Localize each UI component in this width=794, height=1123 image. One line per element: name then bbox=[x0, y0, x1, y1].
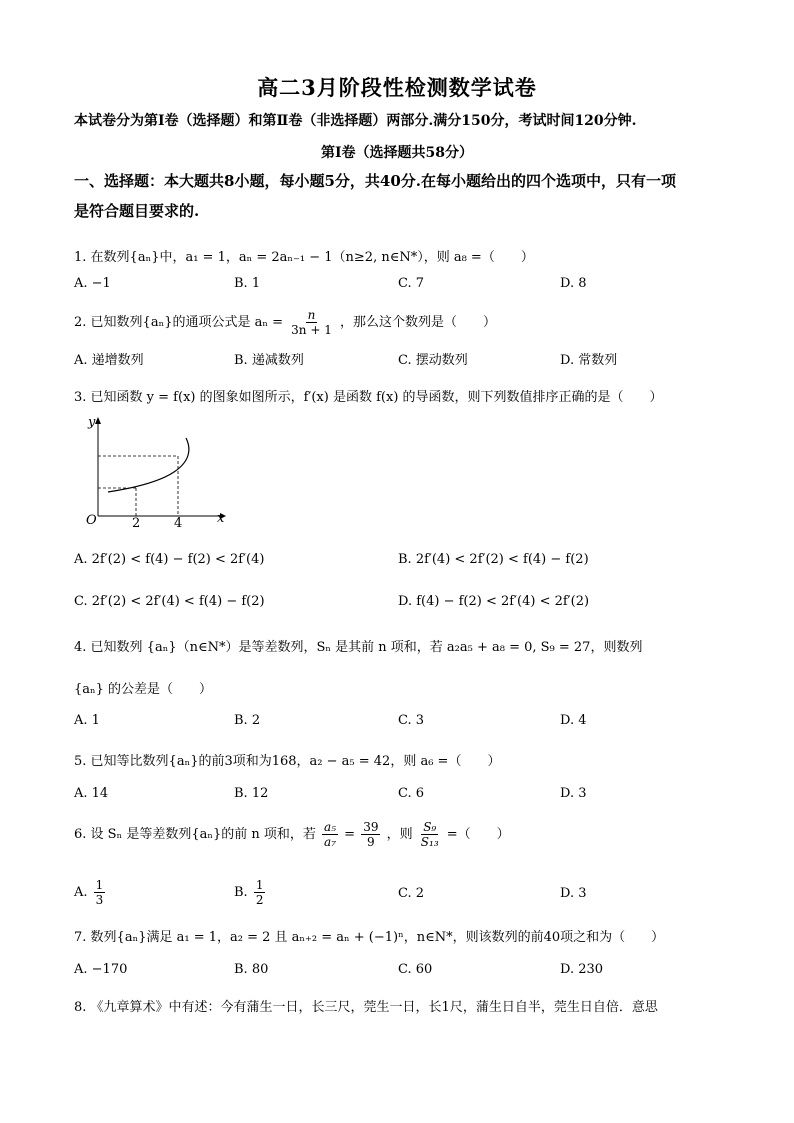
question-number: 2. bbox=[74, 315, 87, 330]
question-5 bbox=[74, 750, 734, 769]
function-graph bbox=[74, 410, 234, 530]
equals-sign: = bbox=[344, 827, 356, 842]
question-7-options bbox=[74, 962, 734, 982]
y-axis-arrow bbox=[95, 417, 101, 424]
question-number: 8. bbox=[74, 1000, 87, 1015]
part-heading: 第Ⅰ卷（选择题共58分） bbox=[320, 145, 474, 161]
question-5-options bbox=[74, 786, 734, 806]
question-number: 3. bbox=[74, 390, 87, 405]
fraction-numerator: S₉ bbox=[423, 820, 437, 834]
option-c: C. 7 bbox=[398, 276, 425, 291]
question-number: 4. bbox=[74, 640, 87, 655]
question-text: 《九章算术》中有述：今有蒲生一日，长三尺，莞生一日，长1尺，蒲生日自半，莞生日自倍．意思 bbox=[90, 1000, 658, 1015]
option-d: D. 常数列 bbox=[560, 353, 618, 368]
question-number: 5. bbox=[74, 754, 87, 769]
option-letter: A. bbox=[74, 885, 88, 900]
question-6-options bbox=[74, 878, 734, 908]
option-c: C. 3 bbox=[398, 713, 425, 728]
origin-label: O bbox=[86, 513, 97, 528]
question-text: 数列{aₙ}满足 a₁ = 1，a₂ = 2 且 aₙ₊₂ = aₙ + (−1)ⁿ，n∈N*，则该数列的前40项之和为（ ） bbox=[90, 930, 665, 945]
fraction-numerator: 1 bbox=[255, 878, 264, 892]
fraction-denominator: 9 bbox=[367, 835, 375, 849]
option-c: C. 6 bbox=[398, 786, 425, 801]
question-text: 已知等比数列{aₙ}的前3项和为168，a₂ − a₅ = 42，则 a₆ =（ ） bbox=[90, 754, 501, 769]
section-instruction-line2: 是符合题目要求的. bbox=[74, 202, 200, 220]
option-d: D. f(4) − f(2) < 2f′(4) < 2f′(2) bbox=[398, 594, 590, 609]
question-number: 1. bbox=[74, 250, 87, 265]
question-7 bbox=[74, 926, 734, 945]
option-a-fraction bbox=[94, 878, 106, 907]
question-4-options bbox=[74, 713, 734, 733]
question-text: 设 Sₙ 是等差数列{aₙ}的前 n 项和，若 bbox=[90, 827, 316, 842]
section-instruction-line1: 一、选择题：本大题共8小题，每小题5分，共40分.在每小题给出的四个选项中，只有一项 bbox=[74, 172, 676, 190]
question-2 bbox=[74, 308, 734, 337]
option-a: A. −1 bbox=[74, 276, 111, 291]
question-3-options-row1 bbox=[74, 552, 734, 572]
fraction-39-9 bbox=[361, 820, 380, 849]
page-title: 高二3月阶段性检测数学试卷 bbox=[257, 75, 537, 100]
option-a: A. −170 bbox=[74, 962, 128, 977]
option-b: B. 递减数列 bbox=[234, 353, 304, 368]
question-text-tail: =（ ） bbox=[446, 827, 510, 842]
curve bbox=[108, 438, 189, 492]
fraction-denominator: 3n + 1 bbox=[291, 323, 332, 337]
fraction-denominator: a₇ bbox=[324, 835, 337, 849]
question-3 bbox=[74, 386, 734, 405]
option-c: C. 60 bbox=[398, 962, 433, 977]
option-b: B. 2f′(4) < 2f′(2) < f(4) − f(2) bbox=[398, 552, 589, 567]
fraction-numerator: 1 bbox=[95, 878, 104, 892]
question-2-options bbox=[74, 349, 734, 369]
option-c: C. 2f′(2) < 2f′(4) < f(4) − f(2) bbox=[74, 594, 265, 609]
option-d: D. 3 bbox=[560, 886, 587, 901]
question-6 bbox=[74, 820, 734, 849]
option-d: D. 4 bbox=[560, 713, 587, 728]
question-1 bbox=[74, 246, 734, 265]
question-text-tail: ，那么这个数列是（ ） bbox=[339, 315, 496, 330]
option-a: A. 14 bbox=[74, 786, 109, 801]
option-c: C. 摆动数列 bbox=[398, 353, 468, 368]
y-axis-label: y bbox=[88, 415, 96, 430]
question-text: 已知数列 {aₙ}（n∈N*）是等差数列，Sₙ 是其前 n 项和，若 a₂a₅ + a₈ = 0, S₉ = 27，则数列 bbox=[90, 640, 643, 655]
x-axis-label: x bbox=[217, 511, 225, 526]
option-d: D. 8 bbox=[560, 276, 587, 291]
question-8 bbox=[74, 996, 734, 1015]
option-b bbox=[234, 878, 267, 907]
question-text: 已知数列{aₙ}的通项公式是 aₙ = bbox=[90, 315, 283, 330]
option-letter: B. bbox=[234, 885, 248, 900]
fraction-numerator: n bbox=[307, 308, 316, 322]
fraction-denominator: 3 bbox=[95, 893, 104, 907]
question-3-options-row2 bbox=[74, 594, 734, 614]
option-d: D. 230 bbox=[560, 962, 604, 977]
option-a bbox=[74, 878, 107, 907]
question-number: 7. bbox=[74, 930, 87, 945]
option-a: A. 递增数列 bbox=[74, 353, 144, 368]
fraction-denominator: 2 bbox=[255, 893, 264, 907]
fraction-numerator: a₅ bbox=[324, 820, 337, 834]
question-number: 6. bbox=[74, 827, 87, 842]
option-b-fraction bbox=[254, 878, 266, 907]
option-a: A. 2f′(2) < f(4) − f(2) < 2f′(4) bbox=[74, 552, 265, 567]
option-b: B. 2 bbox=[234, 713, 261, 728]
option-c: C. 2 bbox=[398, 886, 425, 901]
fraction-denominator: S₁₃ bbox=[420, 835, 439, 849]
fraction-s9-s13 bbox=[419, 820, 441, 849]
fraction bbox=[289, 308, 334, 337]
question-4 bbox=[74, 636, 734, 655]
question-text-mid: ，则 bbox=[386, 827, 413, 842]
tick-label-2: 2 bbox=[132, 516, 141, 530]
option-b: B. 12 bbox=[234, 786, 269, 801]
option-b: B. 80 bbox=[234, 962, 269, 977]
question-text: 在数列{aₙ}中，a₁ = 1，aₙ = 2aₙ₋₁ − 1（n≥2, n∈N*），则 a₈ =（ ） bbox=[90, 250, 534, 265]
fraction-numerator: 39 bbox=[363, 820, 379, 834]
option-b: B. 1 bbox=[234, 276, 261, 291]
question-1-options bbox=[74, 276, 734, 296]
exam-intro: 本试卷分为第Ⅰ卷（选择题）和第Ⅱ卷（非选择题）两部分.满分150分，考试时间120分钟. bbox=[74, 113, 637, 129]
question-text: 已知函数 y = f(x) 的图象如图所示，f′(x) 是函数 f(x) 的导函数，则下列数值排序正确的是（ ） bbox=[90, 390, 663, 405]
option-a: A. 1 bbox=[74, 713, 100, 728]
question-4-line2: {aₙ} 的公差是（ ） bbox=[74, 682, 213, 697]
fraction-a5-a7 bbox=[322, 820, 338, 849]
tick-label-4: 4 bbox=[174, 516, 183, 530]
option-d: D. 3 bbox=[560, 786, 587, 801]
